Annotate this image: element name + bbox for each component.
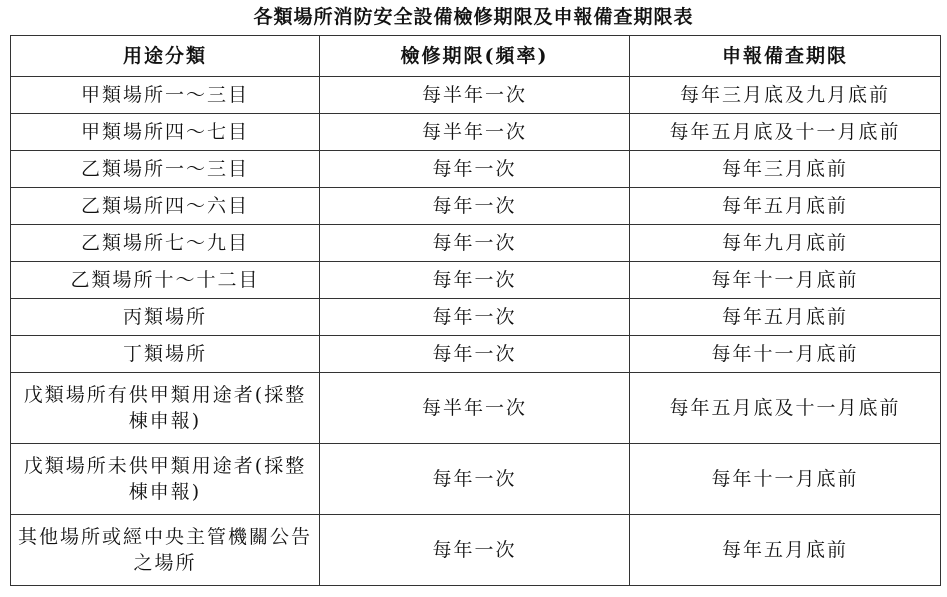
deadline-cell: 每年九月底前 (630, 225, 941, 262)
frequency-cell: 每半年一次 (320, 373, 630, 444)
frequency-cell: 每半年一次 (320, 77, 630, 114)
frequency-cell: 每年一次 (320, 515, 630, 586)
inspection-schedule-table (10, 35, 941, 586)
category-cell: 乙類場所一～三目 (11, 151, 320, 188)
deadline-cell: 每年五月底前 (630, 515, 941, 586)
category-cell: 甲類場所四～七目 (11, 114, 320, 151)
table-header-row (11, 36, 941, 77)
category-cell: 戊類場所未供甲類用途者(採整棟申報) (11, 444, 320, 515)
category-cell: 其他場所或經中央主管機關公告之場所 (11, 515, 320, 586)
category-cell: 甲類場所一～三目 (11, 77, 320, 114)
deadline-cell: 每年十一月底前 (630, 444, 941, 515)
document-title: 各類場所消防安全設備檢修期限及申報備查期限表 (253, 6, 694, 28)
deadline-cell: 每年三月底及九月底前 (630, 77, 941, 114)
column-header-deadline: 申報備查期限 (630, 36, 941, 77)
deadline-cell: 每年五月底前 (630, 299, 941, 336)
frequency-cell: 每年一次 (320, 151, 630, 188)
table-row (11, 188, 941, 225)
deadline-cell: 每年五月底及十一月底前 (630, 114, 941, 151)
table-row (11, 77, 941, 114)
category-cell: 戊類場所有供甲類用途者(採整棟申報) (11, 373, 320, 444)
deadline-cell: 每年十一月底前 (630, 262, 941, 299)
column-header-category: 用途分類 (11, 36, 320, 77)
table-row (11, 336, 941, 373)
frequency-cell: 每年一次 (320, 225, 630, 262)
table-row (11, 225, 941, 262)
deadline-cell: 每年五月底前 (630, 188, 941, 225)
table-row (11, 151, 941, 188)
category-cell: 乙類場所四～六目 (11, 188, 320, 225)
frequency-cell: 每年一次 (320, 336, 630, 373)
table-row (11, 114, 941, 151)
category-cell: 丙類場所 (11, 299, 320, 336)
category-cell: 丁類場所 (11, 336, 320, 373)
deadline-cell: 每年五月底及十一月底前 (630, 373, 941, 444)
frequency-cell: 每年一次 (320, 188, 630, 225)
table-row (11, 262, 941, 299)
column-header-frequency: 檢修期限(頻率) (320, 36, 630, 77)
table-row (11, 515, 941, 586)
frequency-cell: 每年一次 (320, 444, 630, 515)
table-row (11, 373, 941, 444)
frequency-cell: 每年一次 (320, 299, 630, 336)
category-cell: 乙類場所十～十二目 (11, 262, 320, 299)
category-cell: 乙類場所七～九目 (11, 225, 320, 262)
table-row (11, 444, 941, 515)
table-row (11, 299, 941, 336)
deadline-cell: 每年十一月底前 (630, 336, 941, 373)
frequency-cell: 每半年一次 (320, 114, 630, 151)
frequency-cell: 每年一次 (320, 262, 630, 299)
deadline-cell: 每年三月底前 (630, 151, 941, 188)
